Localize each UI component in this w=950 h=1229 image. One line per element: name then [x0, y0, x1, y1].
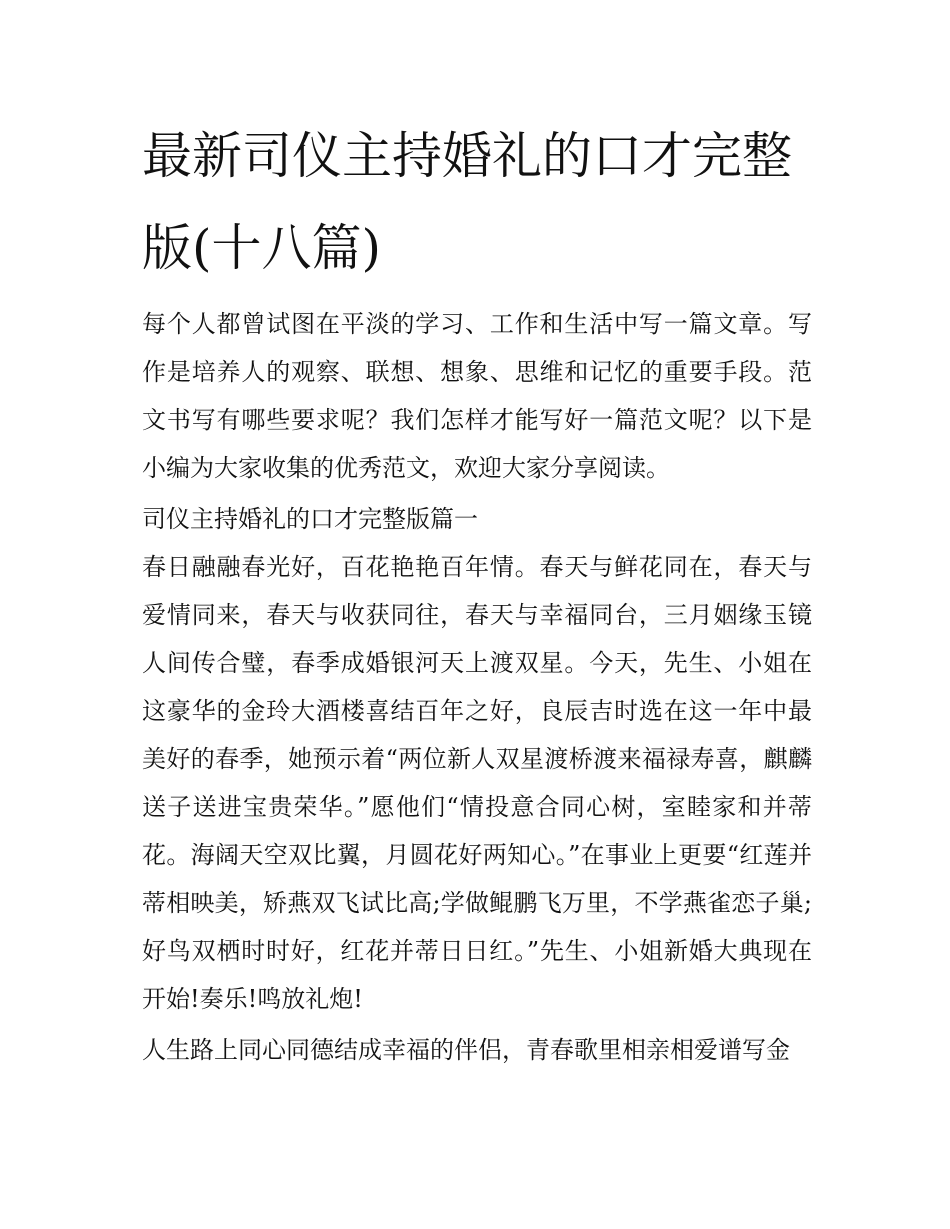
- title-line-2: 版(十八篇): [142, 219, 382, 277]
- document-title: [142, 110, 812, 294]
- section-heading: 司仪主持婚礼的口才完整版篇一: [142, 505, 478, 533]
- intro-paragraph: 每个人都曾试图在平淡的学习、工作和生活中写一篇文章。写作是培养人的观察、联想、想象、思维和记忆的重要手段。范文书写有哪些要求呢？我们怎样才能写好一篇范文呢？以下是小编为大家收集的优秀范文，欢迎大家分享阅读。: [142, 310, 812, 482]
- body-paragraph-1: 春日融融春光好，百花艳艳百年情。春天与鲜花同在，春天与爱情同来，春天与收获同往，春天与幸福同台，三月姻缘玉镜人间传合璧，春季成婚银河天上渡双星。今天，先生、小姐在这豪华的金玲大酒楼喜结百年之好，良辰吉时选在这一年中最美好的春季，她预示着“两位新人双星渡桥渡来福禄寿喜，麒麟送子送进宝贵荣华。”愿他们“情投意合同心树，室睦家和并蒂花。海阔天空双比翼，月圆花好两知心。”在事业上更要“红莲并蒂相映美，矫燕双飞试比高;学做鲲鹏飞万里，不学燕雀恋子巢;好鸟双栖时时好，红花并蒂日日红。”先生、小姐新婚大典现在开始!奏乐!鸣放礼炮!: [142, 553, 812, 1013]
- body-paragraph-2: 人生路上同心同德结成幸福的伴侣，青春歌里相亲相爱谱写金: [142, 1036, 790, 1064]
- title-line-1: 最新司仪主持婚礼的口才完整: [142, 127, 792, 185]
- document-body: [142, 110, 812, 1074]
